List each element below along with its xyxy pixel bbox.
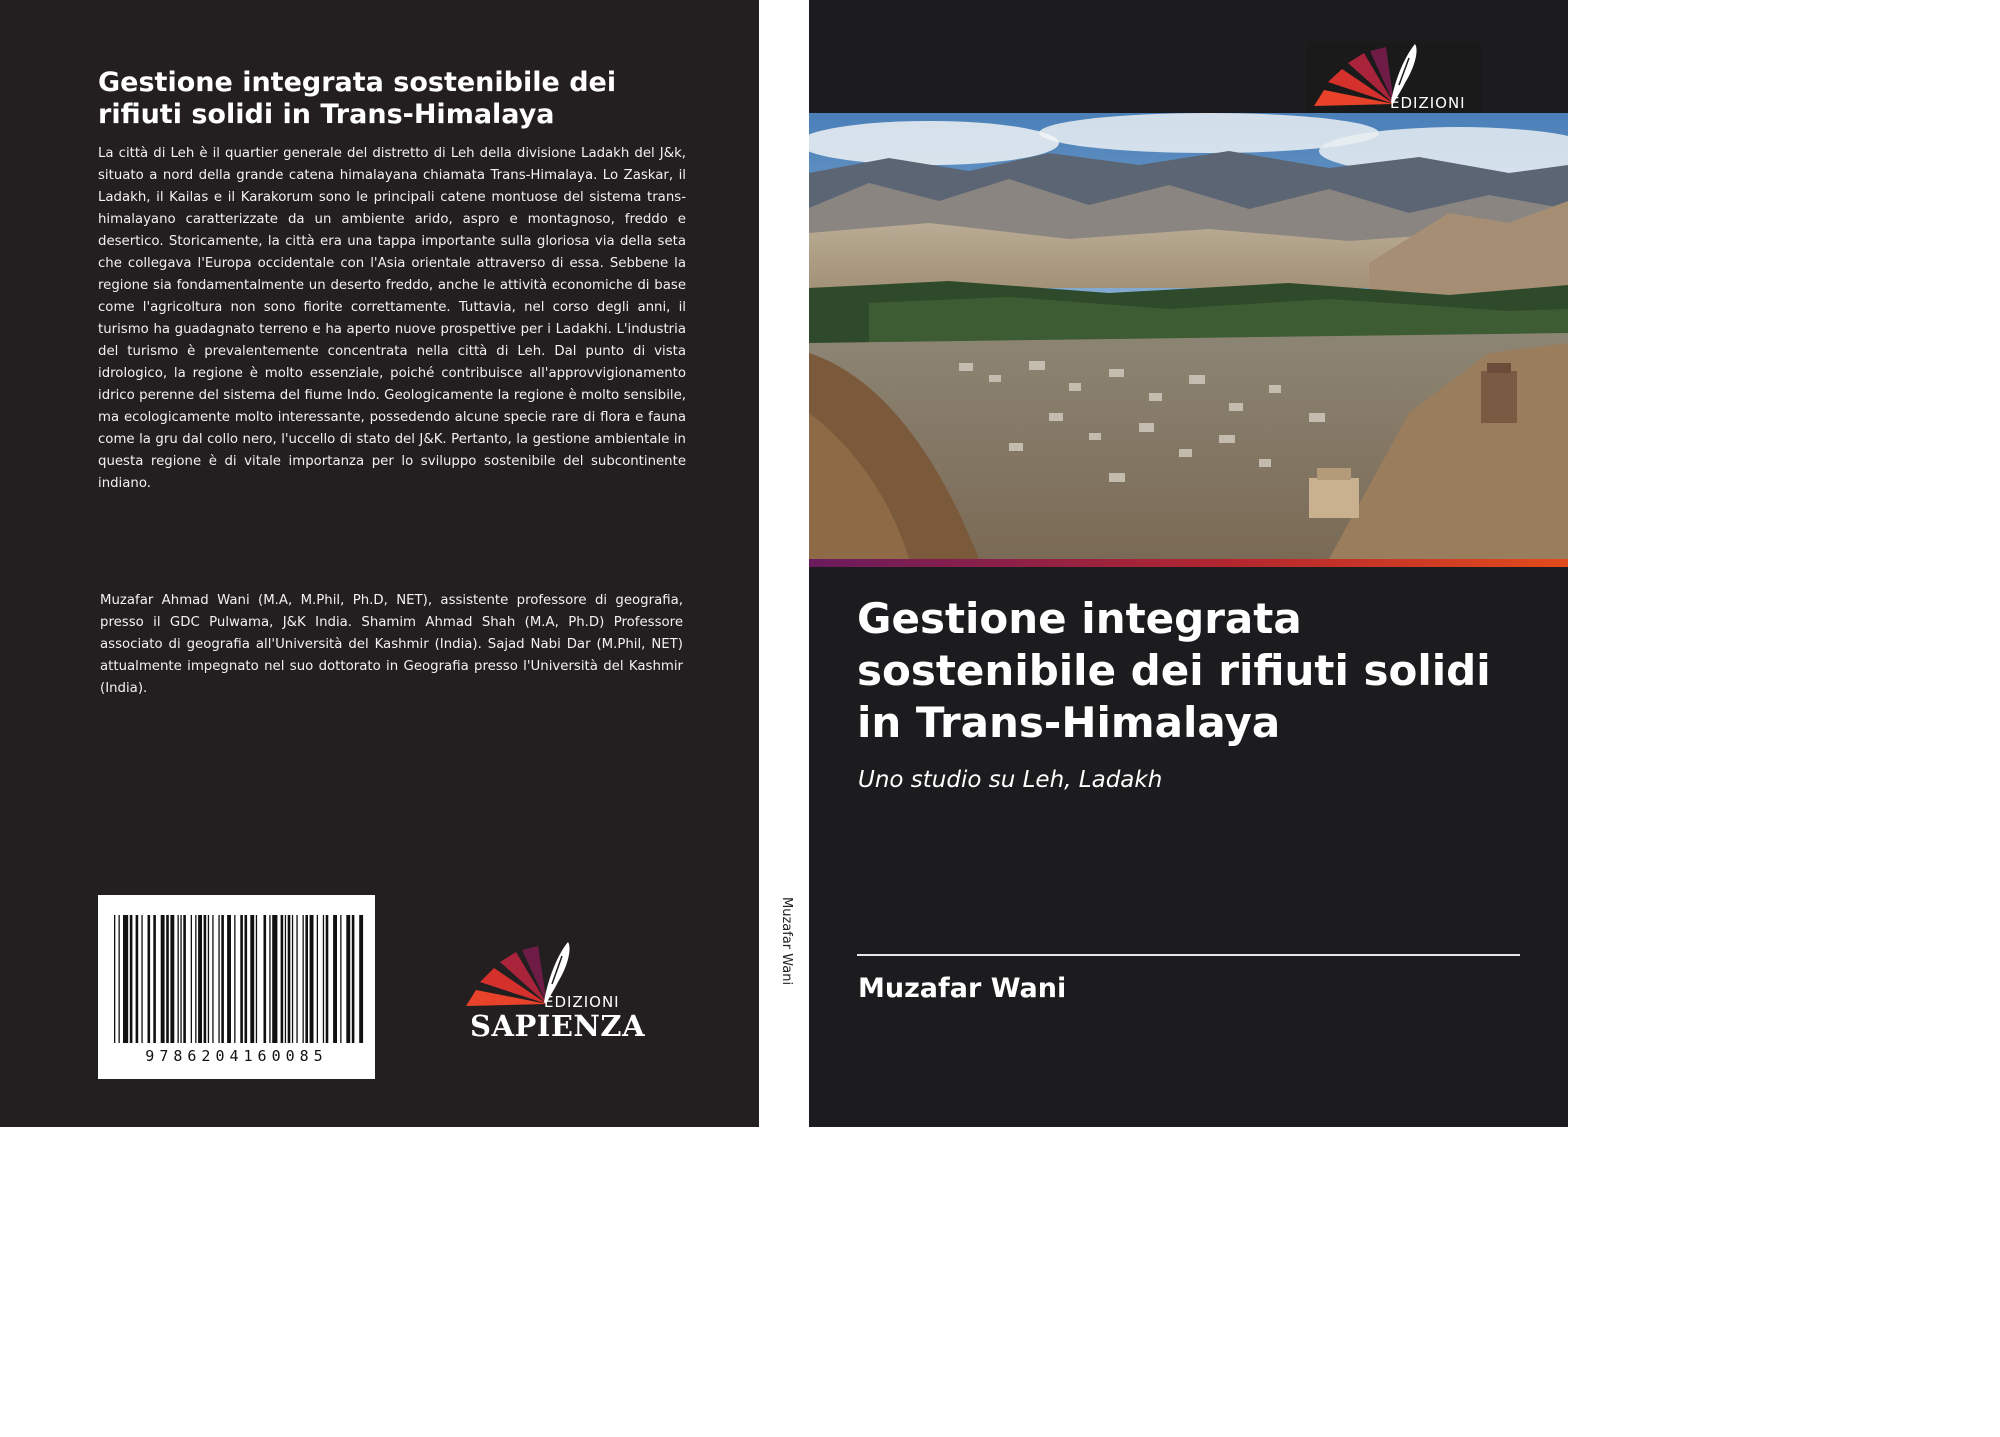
barcode-bar [212,915,213,1043]
back-cover-title: Gestione integrata sostenibile dei rifiuti solidi in Trans-Himalaya [98,67,617,130]
barcode-bar [359,915,363,1043]
publisher-name: SAPIENZA [470,1009,646,1043]
barcode-icon [98,895,375,1079]
barcode-bar [310,915,314,1043]
barcode-bar [305,915,308,1043]
barcode-bar [161,915,165,1043]
front-cover-author: Muzafar Wani [858,973,1067,1004]
barcode-bar [136,915,139,1043]
barcode-bar [245,915,248,1043]
publisher-edizioni-label: EDIZIONI [1390,94,1466,112]
barcode-bar [114,915,115,1043]
barcode-bar [130,915,133,1043]
barcode-bar [250,915,254,1043]
barcode-bar [296,915,297,1043]
barcode-bar [227,915,231,1043]
author-divider [857,954,1520,956]
barcode-bar [198,915,202,1043]
barcode-bar [269,915,270,1043]
barcode-bar [326,915,329,1043]
barcode-bar [346,915,350,1043]
barcode-bar [323,915,324,1043]
barcode-bar [221,915,224,1043]
barcode-bar [141,915,142,1043]
barcode-bar [195,915,196,1043]
barcode-bar [178,915,179,1043]
barcode-bar [234,915,235,1043]
front-cover-title: Gestione integrata sostenibile dei rifiuti solidi in Trans-Himalaya [857,594,1491,747]
publisher-edizioni-label: EDIZIONI [544,993,620,1011]
accent-bar [809,559,1568,567]
barcode-bar [272,915,277,1043]
barcode-bar [240,915,243,1043]
barcode-bar [352,915,355,1043]
barcode-bar [256,915,257,1043]
barcode-bar [333,915,337,1043]
barcode-bar [288,915,291,1043]
barcode-bar [180,915,181,1043]
barcode-bar [170,915,174,1043]
publisher-logo-back [462,938,646,1048]
barcode-bar [153,915,156,1043]
barcode-bar [285,915,286,1043]
spine-author: Muzafar Wani [779,897,794,986]
barcode-bar [123,915,128,1043]
barcode-bar [208,915,209,1043]
barcode-digits: 9786204160085 [145,1047,328,1065]
barcode-bar [166,915,169,1043]
barcode-bar [303,915,304,1043]
front-cover-subtitle: Uno studio su Leh, Ladakh [858,767,1163,793]
leh-valley-photo [809,113,1568,559]
barcode-bar [191,915,192,1043]
barcode-bar [292,915,293,1043]
barcode-bar [340,915,341,1043]
barcode-bar [119,915,120,1043]
back-cover [0,0,759,1127]
back-cover-blurb: La città di Leh è il quartier generale del distretto di Leh della divisione Ladakh del J&k, situato a nord della grande catena himalayana chiamata Trans-Himalaya. Lo Zaskar, il Ladakh, il Kailas e il Karakorum sono le principali catene montuose del sistema trans-himalayano caratterizzate da un ambiente arido, aspro e montagnoso, freddo e desertico. Storicamente, la città era una tappa importante sulla gloriosa via della seta che collegava l'Europa occidentale con l'Asia orientale attraverso di essa. Sebbene la regione sia fondamentalmente un deserto freddo, anche le attività economiche di base come l'agricoltura non sono fiorite correttamente. Tuttavia, nel corso degli anni, il turismo ha guadagnato terreno e ha aperto nuove prospettive per i Ladakhi. L'industria del turismo è prevalentemente concentrata nella città di Leh. Dal punto di vista idrologico, la regione è molto essenziale, poiché contribuisce all'approvvigionamento idrico perenne del sistema del fiume Indo. Geologicamente la regione è molto sensibile, ma ecologicamente molto interessante, possedendo alcune specie rare di flora e fauna come la gru dal collo nero, l'uccello di stato del J&K. Pertanto, la gestione ambientale in questa regione è di vitale importanza per lo sviluppo sostenibile del subcontinente indiano. [98,146,686,491]
barcode-bar [148,915,151,1043]
barcode-bar [204,915,207,1043]
barcode-bar [317,915,318,1043]
barcode-bar [218,915,219,1043]
barcode-bar [281,915,284,1043]
barcode-bar [264,915,267,1043]
barcode-bar [183,915,186,1043]
author-biographies: Muzafar Ahmad Wani (M.A, M.Phil, Ph.D, NET), assistente professore di geografia, presso il GDC Pulwama, J&K India. Shamim Ahmad Shah (M.A, Ph.D) Professore associato di geografia all'Università del Kashmir (India). Sajad Nabi Dar (M.Phil, NET) attualmente impegnato nel suo dottorato in Geografia presso l'Università del Kashmir (India). [100,593,683,696]
